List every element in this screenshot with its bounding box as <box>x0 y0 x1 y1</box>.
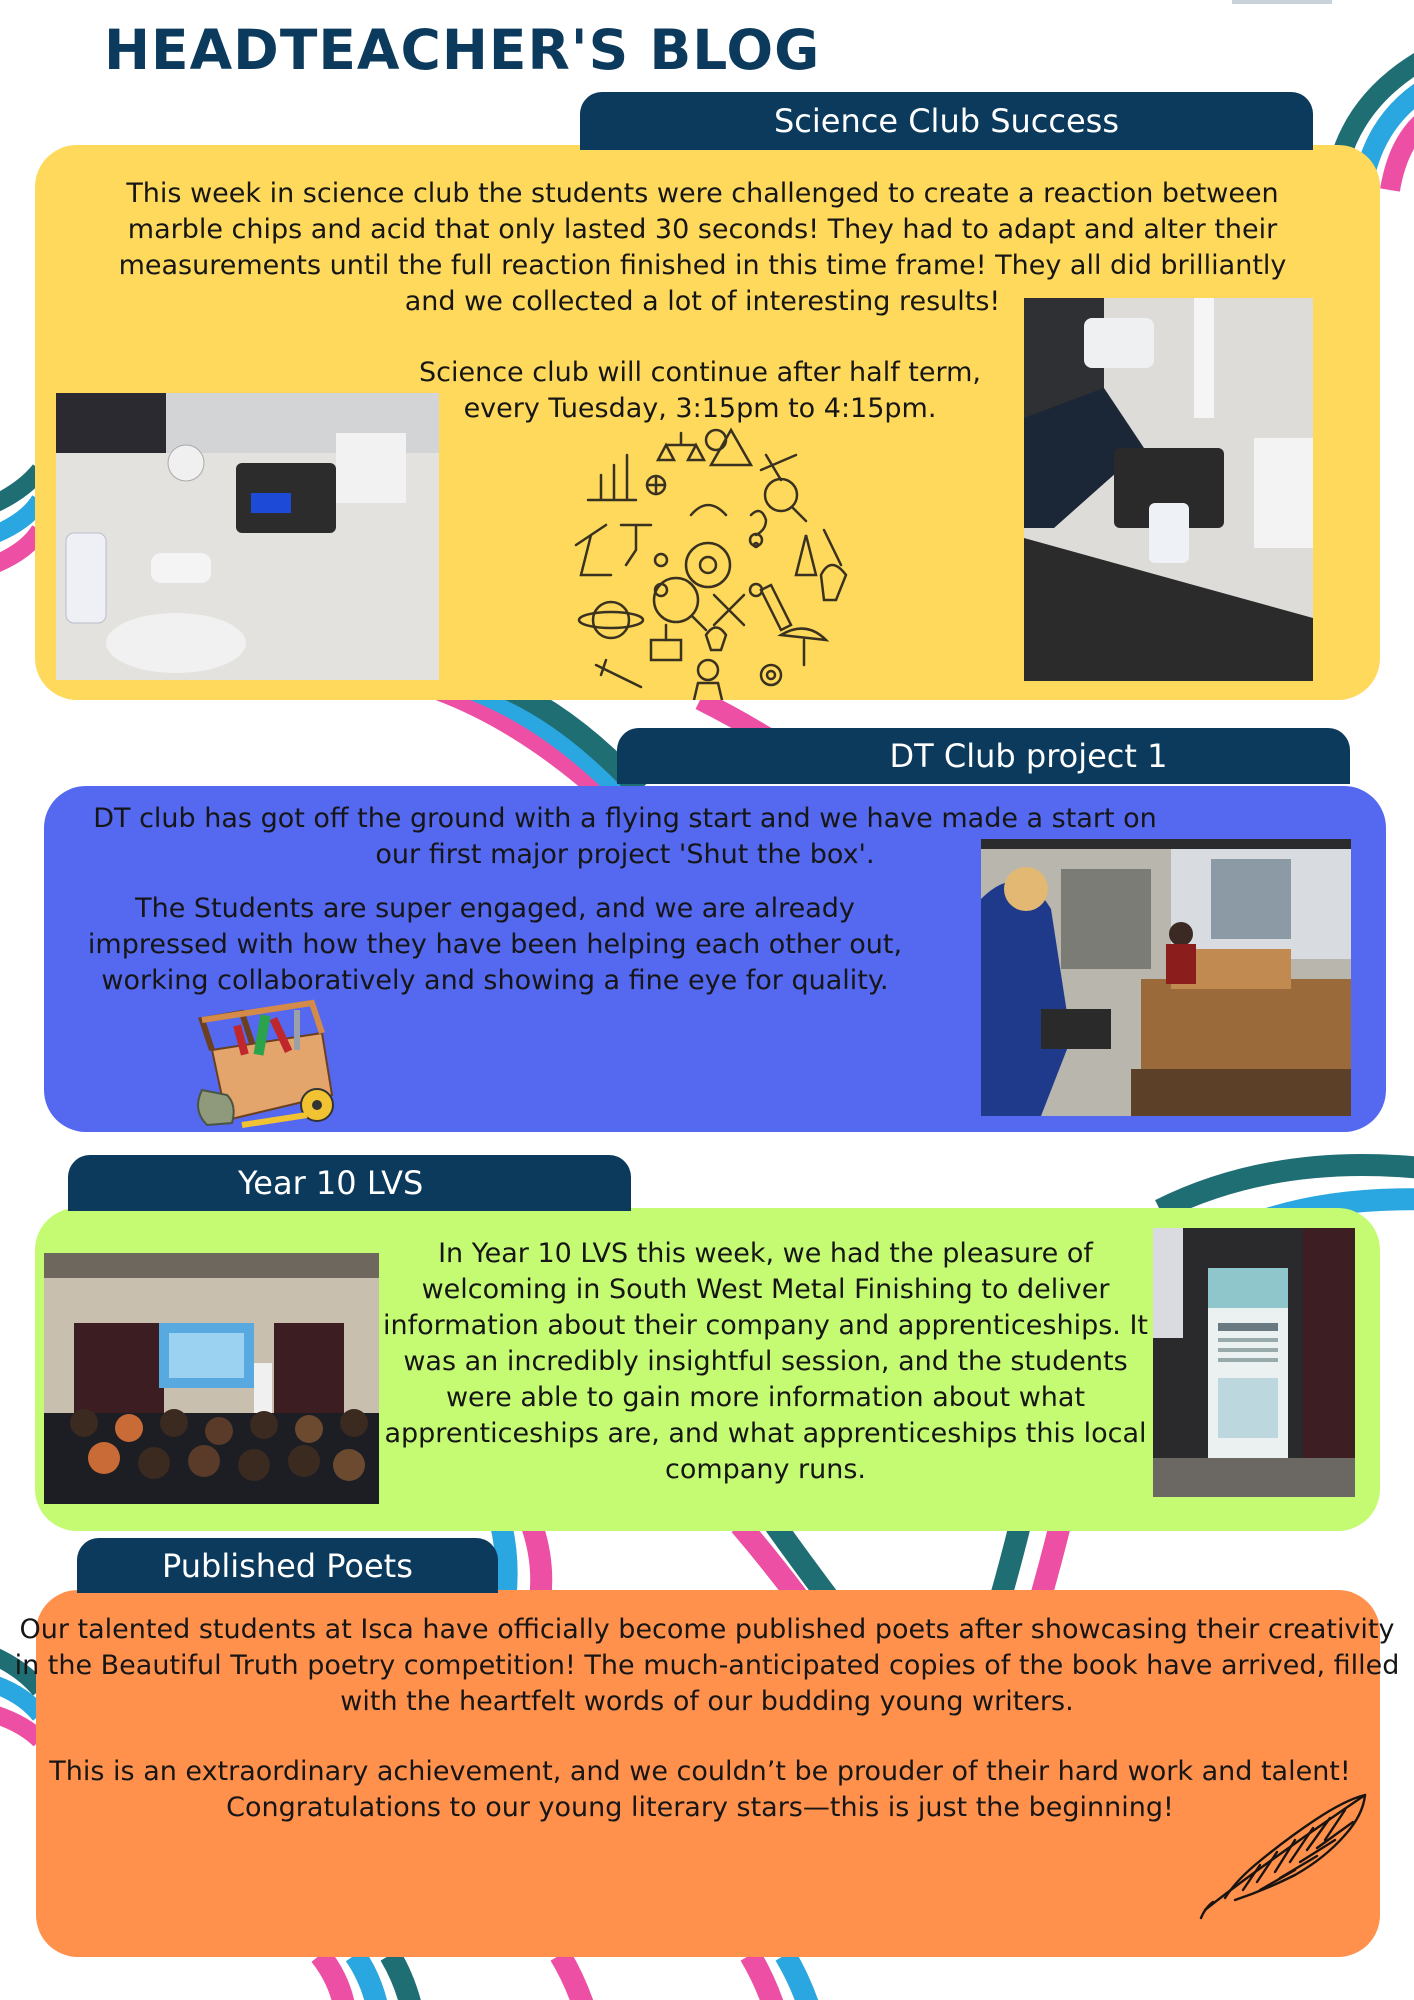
dt-paragraph-2: The Students are super engaged, and we are already impressed with how they have been helping each other out, working collaboratively and showing a fine eye for quality. <box>87 893 903 996</box>
science-paragraph-2: Science club will continue after half term, every Tuesday, 3:15pm to 4:15pm. <box>419 357 981 424</box>
page-title: HEADTEACHER'S BLOG <box>104 18 821 82</box>
lvs-section-title: Year 10 LVS <box>238 1164 424 1202</box>
lvs-paragraph-1: In Year 10 LVS this week, we had the pleasure of welcoming in South West Metal Finishing to deliver information about their company and apprenticeships. It was an incredibly insightful session, and the students were able to gain more information about what apprenticeships are, and what apprenticeships this local company runs. <box>383 1238 1148 1485</box>
science-photo-left <box>56 393 439 680</box>
lvs-section-tab <box>68 1155 631 1211</box>
lvs-banner-photo <box>1153 1228 1355 1497</box>
poets-section-title: Published Poets <box>162 1546 413 1585</box>
science-paragraph-1: This week in science club the students were challenged to create a reaction between marble chips and acid that only lasted 30 seconds! They had to adapt and alter their measurements until the full reaction finished in this time frame! They all did brilliantly and we collected a lot of interesting results! <box>118 178 1287 317</box>
science-photo-right <box>1024 298 1313 681</box>
dt-paragraph-1: DT club has got off the ground with a flying start and we have made a start on our first major project 'Shut the box'. <box>93 803 1157 870</box>
poets-paragraph-1: Our talented students at Isca have officially become published poets after showcasing their creativity in the Beautiful Truth poetry competition! The much-anticipated copies of the book have arrived, filled with the heartfelt words of our budding young writers. <box>14 1614 1400 1717</box>
toolbox-icon <box>182 995 352 1135</box>
bottom-ribbon-sweep <box>320 1955 810 2000</box>
lower-ribbon-sweep <box>500 1520 1060 1600</box>
poets-paragraph-2: This is an extraordinary achievement, and we couldn’t be prouder of their hard work and talent! Congratulations to our young literary stars—this is just the beginning! <box>49 1756 1351 1823</box>
left-ribbon-upper <box>0 470 40 570</box>
lvs-assembly-photo <box>44 1253 379 1504</box>
dt-section-tab <box>617 728 1350 784</box>
poets-section-tab <box>77 1538 498 1593</box>
dt-section-title: DT Club project 1 <box>889 737 1168 775</box>
science-section-tab <box>580 92 1313 150</box>
science-section-title: Science Club Success <box>773 102 1120 140</box>
feather-quill-icon <box>1195 1790 1375 1920</box>
dt-workshop-photo <box>981 839 1351 1116</box>
science-doodle-circle-icon <box>566 425 851 700</box>
